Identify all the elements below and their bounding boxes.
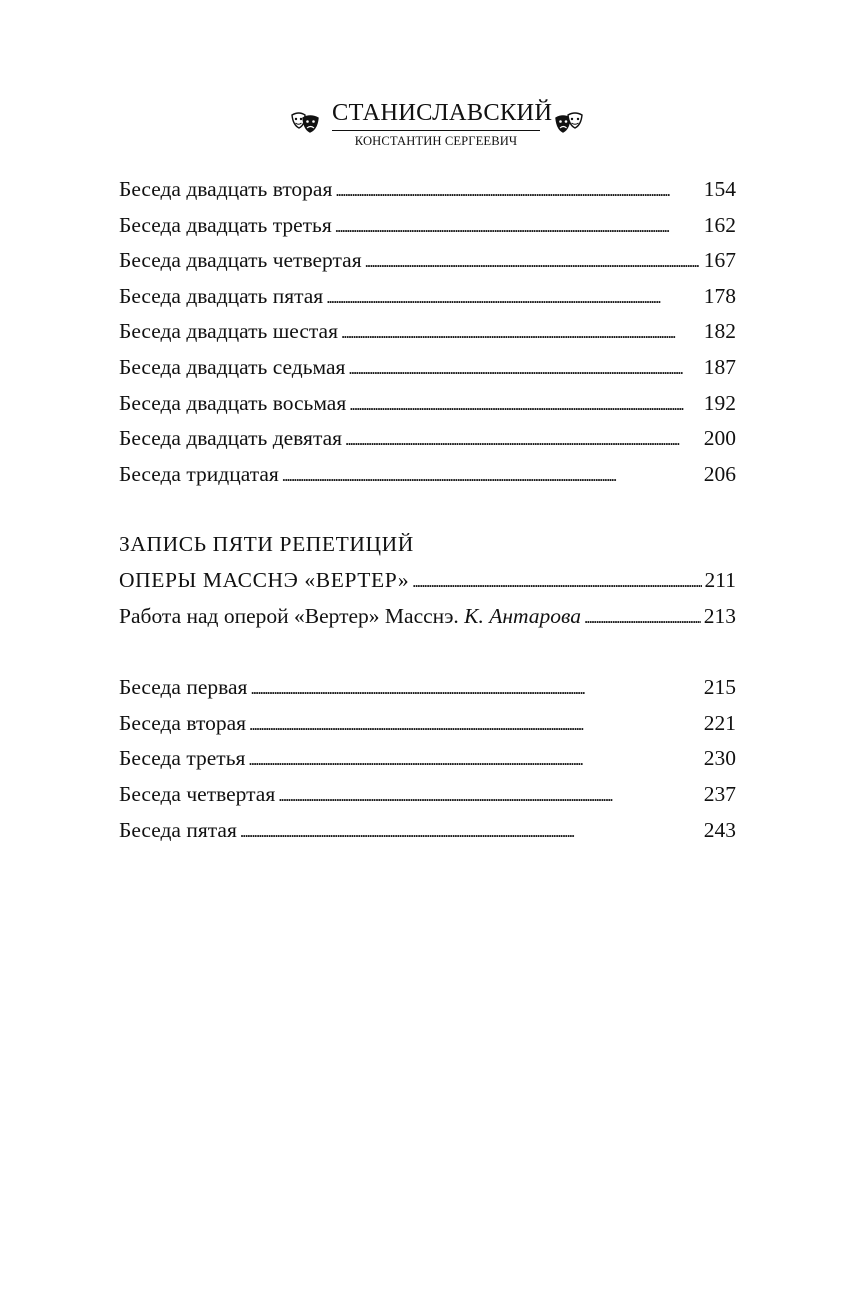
toc-entry-page: 182 [703,319,736,344]
toc-entry[interactable] [119,279,736,315]
spacer [119,634,736,670]
dot-leader [335,173,700,209]
table-of-contents [119,172,736,848]
toc-entry[interactable] [119,243,736,279]
toc-entry-title: Беседа двадцать седьмая [119,354,346,379]
toc-entry-page: 200 [703,426,736,451]
toc-entry[interactable] [119,208,736,244]
toc-entry[interactable] [119,314,736,350]
dot-leader [349,387,701,423]
toc-entry[interactable] [119,172,736,208]
dot-leader [341,315,701,351]
toc-entry[interactable] [119,670,736,706]
section-heading-line2: ОПЕРЫ МАССНЭ «ВЕРТЕР» [119,567,410,592]
dot-leader [335,209,701,245]
toc-entry[interactable] [119,813,736,849]
dot-leader [282,458,701,494]
toc-entry-title: Беседа тридцатая [119,461,279,486]
toc-entry-title: Беседа четвертая [119,781,276,806]
dot-leader [348,351,700,387]
toc-entry-page: 221 [703,710,736,735]
toc-entry-title: Беседа двадцать пятая [119,283,324,308]
toc-entry-page: 206 [703,461,736,486]
toc-entry-title: Беседа двадцать третья [119,212,332,237]
dot-leader [412,564,701,600]
toc-entry[interactable] [119,386,736,422]
toc-entry-page: 192 [703,390,736,415]
dot-leader [365,244,701,280]
toc-entry-page: 215 [703,675,736,700]
dot-leader [345,422,701,458]
toc-entry-title: Беседа вторая [119,710,247,735]
toc-entry[interactable] [119,421,736,457]
toc-entry-page: 154 [703,177,736,201]
toc-entry-page: 230 [703,746,736,771]
toc-entry[interactable] [119,706,736,742]
work-author: К. Антарова [464,603,581,628]
toc-entry-page: 211 [704,567,736,592]
header-subtitle: КОНСТАНТИН СЕРГЕЕВИЧ [354,134,518,148]
running-header [0,100,844,150]
toc-entry-title [119,599,581,635]
toc-entry-page: 237 [703,781,736,806]
toc-entry[interactable] [119,741,736,777]
toc-entry-title: Беседа двадцать шестая [119,319,338,344]
dot-leader [249,707,701,743]
toc-entry-title: Беседа первая [119,675,248,700]
toc-entry[interactable] [119,457,736,493]
toc-entry-page: 187 [703,354,736,379]
toc-entry-page: 162 [703,212,736,237]
toc-entry-page: 243 [703,817,736,842]
section-heading-line1: ЗАПИСЬ ПЯТИ РЕПЕТИЦИЙ [119,532,414,557]
toc-entry-title: Беседа двадцать вторая [119,177,333,201]
dot-leader [278,778,701,814]
spacer [119,492,736,527]
toc-entry[interactable] [119,599,736,635]
theatre-masks-icon [554,110,584,136]
toc-entry-title: Беседа третья [119,746,246,771]
dot-leader [326,280,701,316]
toc-entry-title: Беседа двадцать девятая [119,426,343,451]
toc-section-entry[interactable] [119,563,736,599]
toc-entry[interactable] [119,777,736,813]
toc-entry-page: 178 [703,283,736,308]
dot-leader [248,742,700,778]
header-title: СТАНИСЛАВСКИЙ [332,100,540,131]
dot-leader [250,671,700,707]
toc-entry-title: Беседа двадцать восьмая [119,390,347,415]
dot-leader [240,814,701,850]
toc-entry-title: Беседа двадцать четвертая [119,248,362,273]
dot-leader [584,600,701,636]
toc-entry-title: Беседа пятая [119,817,237,842]
toc-entry[interactable] [119,350,736,386]
toc-entry-page: 213 [703,603,736,628]
toc-entry-page: 167 [703,248,736,273]
work-title: Работа над оперой «Вертер» Масснэ. [119,603,459,628]
theatre-masks-icon [290,110,320,136]
